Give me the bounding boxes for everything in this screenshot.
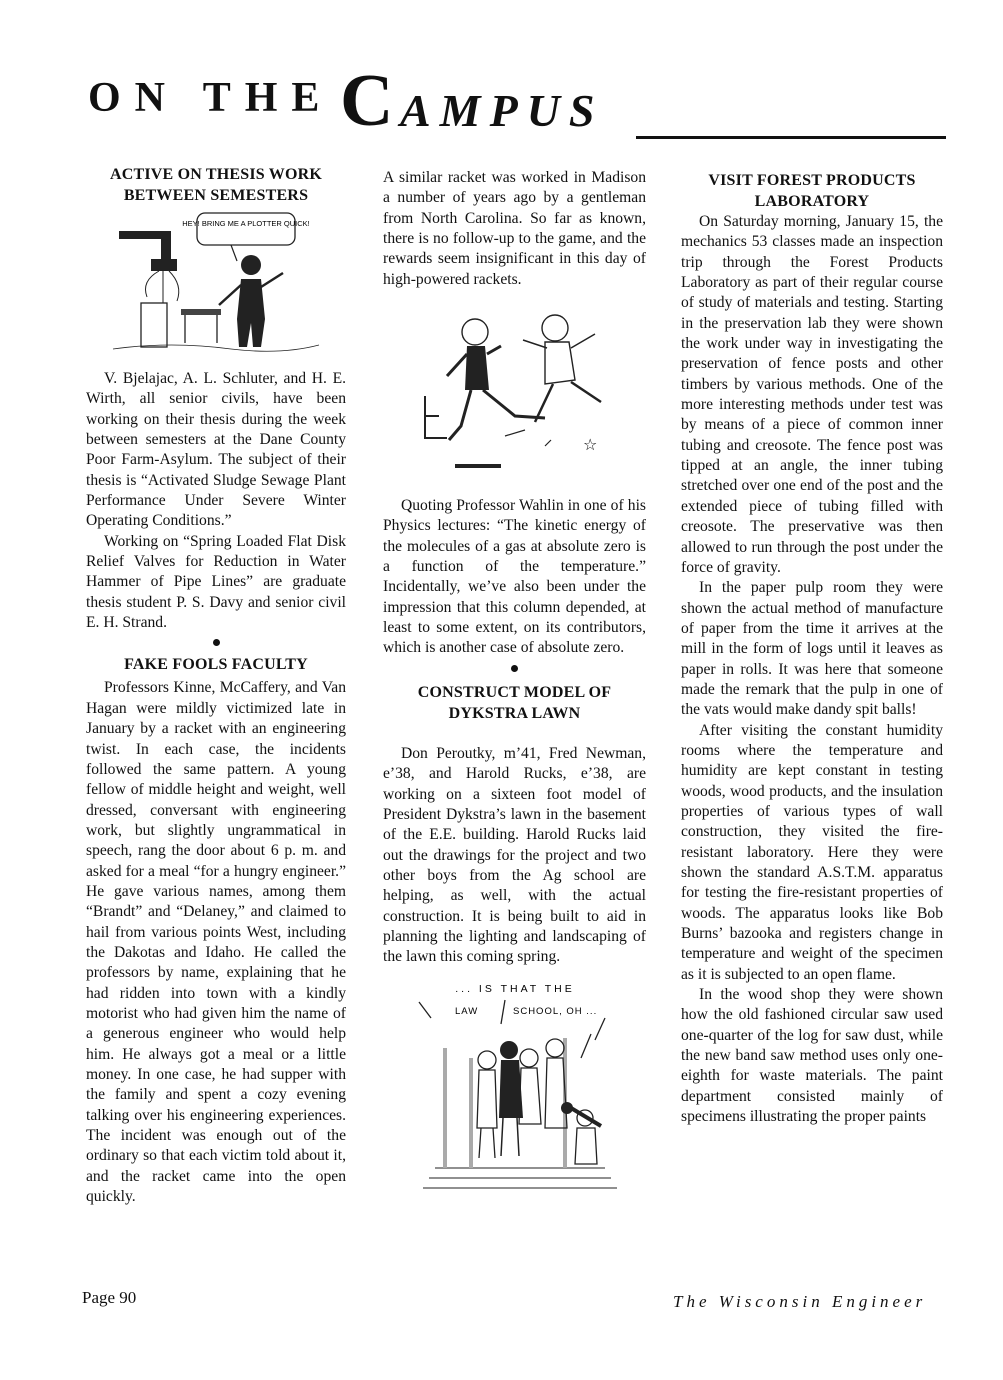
cartoon-flooding-pipe [111, 209, 321, 355]
cartoon-kicking-students [405, 306, 625, 486]
paragraph: Professors Kinne, McCaffery, and Van Hagan were mildly victimized late in January by a racket with an engineering twist. In each case, the incidents followed the same pattern. A young fellow of middle height and weight, well dressed, conversant with engineering work, but slightly ungrammatical in speech, rang the door about 6 p. m. and asked for a meal “for a hungry engineer.” He gave various names, among them “Brandt” and “Delaney,” and claimed to hail from various points West, including the Dakotas and Idaho. He called the professors by name, explaining that he had ridden into town with a kindly motorist who had given him the name of a generous engineer who would help him. He always got a meal or a little money. In one case, he had supper with the family and spent a cozy evening talking over his engineering experiences. The incident was enough out of the ordinary so that each victim told about it, and the racket came into the open quickly. [86, 679, 346, 1206]
headline-forest-products: VISIT FOREST PRODUCTS LABORATORY [708, 172, 916, 210]
cartoon-law-school [405, 978, 625, 1198]
header-title-rest: AMPUS [400, 85, 604, 136]
header-drop-letter: C [340, 60, 394, 142]
paragraph: A similar racket was worked in Madison a number of years ago by a gentleman from North Carolina. So far as known, there is no follow-up to the game, and the rewards seem insignificant in this day of high-powered rackets. [383, 169, 646, 288]
section-bullet [511, 665, 518, 672]
paragraph: In the wood shop they were shown how the old fashioned circular saw used one-quarter of the log for saw dust, while the new band saw method uses only one-eighth for waste materials. The paint department consisted mainly of specimens illustrating the proper paints [681, 986, 943, 1126]
column-3 [681, 170, 943, 1127]
paragraph: After visiting the constant humidity rooms where the temperature and humidity are kept constant in testing woods, wood products, and the insulation properties of various types of wall construction, they visited the fire-resistant laboratory. Here they were shown the standard A.S.T.M. apparatus for testing the fire-resistant properties of woods. The apparatus looks like Bob Burns’ bazooka and registers change in temperature and weight of the specimen as it is subjected to an open flame. [681, 721, 943, 983]
magazine-name: The Wisconsin Engineer [673, 1292, 927, 1311]
headline-fake-fools: FAKE FOOLS FACULTY [124, 656, 308, 674]
page-number: Page 90 [82, 1288, 137, 1307]
svg-text:☆: ☆ [582, 435, 597, 455]
section-bullet [213, 639, 220, 646]
page-header [88, 60, 948, 142]
headline-thesis: ACTIVE ON THESIS WORK BETWEEN SEMESTERS [109, 166, 323, 204]
paragraph: V. Bjelajac, A. L. Schluter, and H. E. Wirth, all senior civils, have been working on their thesis during the week between semesters at the Dane County Poor Farm-Asylum. The subject of their thesis is “Activated Sludge Sewage Plant Performance Under Severe Winter Operating Conditions.” [86, 370, 346, 530]
column-1 [86, 164, 346, 1207]
paragraph: In the paper pulp room they were shown the actual method of manufacture of paper from the time it arrives at the mill in the form of logs until it leaves as paper in rolls. It was here that someone made the remark that the pulp in one of the vats would make dandy spit balls! [681, 579, 943, 719]
paragraph: Quoting Professor Wahlin in one of his Physics lectures: “The kinetic energy of the molecules of a gas at absolute zero is a function of the temperature.” Incidentally, we’ve also been under the impression that this column depended, at least to some extent, on its contributors, which is another case of absolute zero. [383, 497, 646, 657]
headline-dykstra-lawn: CONSTRUCT MODEL OF DYKSTRA LAWN [417, 683, 612, 722]
paragraph: Don Peroutky, m’41, Fred Newman, e’38, and Harold Rucks, e’38, are working on a sixteen foot model of President Dykstra’s lawn in the basement of the E.E. building. Harold Rucks laid out the drawings for the project and two other boys from the Ag school are helping, as well, with the actual construction. It is being built to aid in planning the lighting and landscaping of the lawn this coming spring. [383, 744, 646, 966]
header-prefix: ON THE [88, 75, 334, 121]
cartoon3-caption-school: SCHOOL, OH ... [512, 1005, 597, 1017]
cartoon3-caption-law: LAW [454, 1005, 478, 1017]
header-rule [636, 136, 946, 139]
paragraph: Working on “Spring Loaded Flat Disk Relief Valves for Reduction in Water Hammer of Pipe Lines” are graduate thesis student P. S. Davy and senior civil E. H. Strand. [86, 532, 346, 632]
column-2 [383, 168, 646, 1198]
cartoon1-caption: HEY! BRING ME A PLOTTER QUICK! [182, 219, 310, 228]
paragraph: On Saturday morning, January 15, the mechanics 53 classes made an inspection trip through the Forest Products Laboratory as part of their regular course of study of materials and testing. Starting in the preservation lab they were shown the work under way in investigating the preservation of fence posts and other timbers by various methods. One of the more interesting methods under test was by means of a piece of common inner tubing and creosote. The fence post was tipped at an angle, the inner tubing stretched over one end of the post and the extended piece of tubing filled with creosote. The preservative was then allowed to run through the post under the force of gravity. [681, 213, 943, 576]
cartoon3-caption-line1: ... IS THAT THE [454, 982, 575, 995]
